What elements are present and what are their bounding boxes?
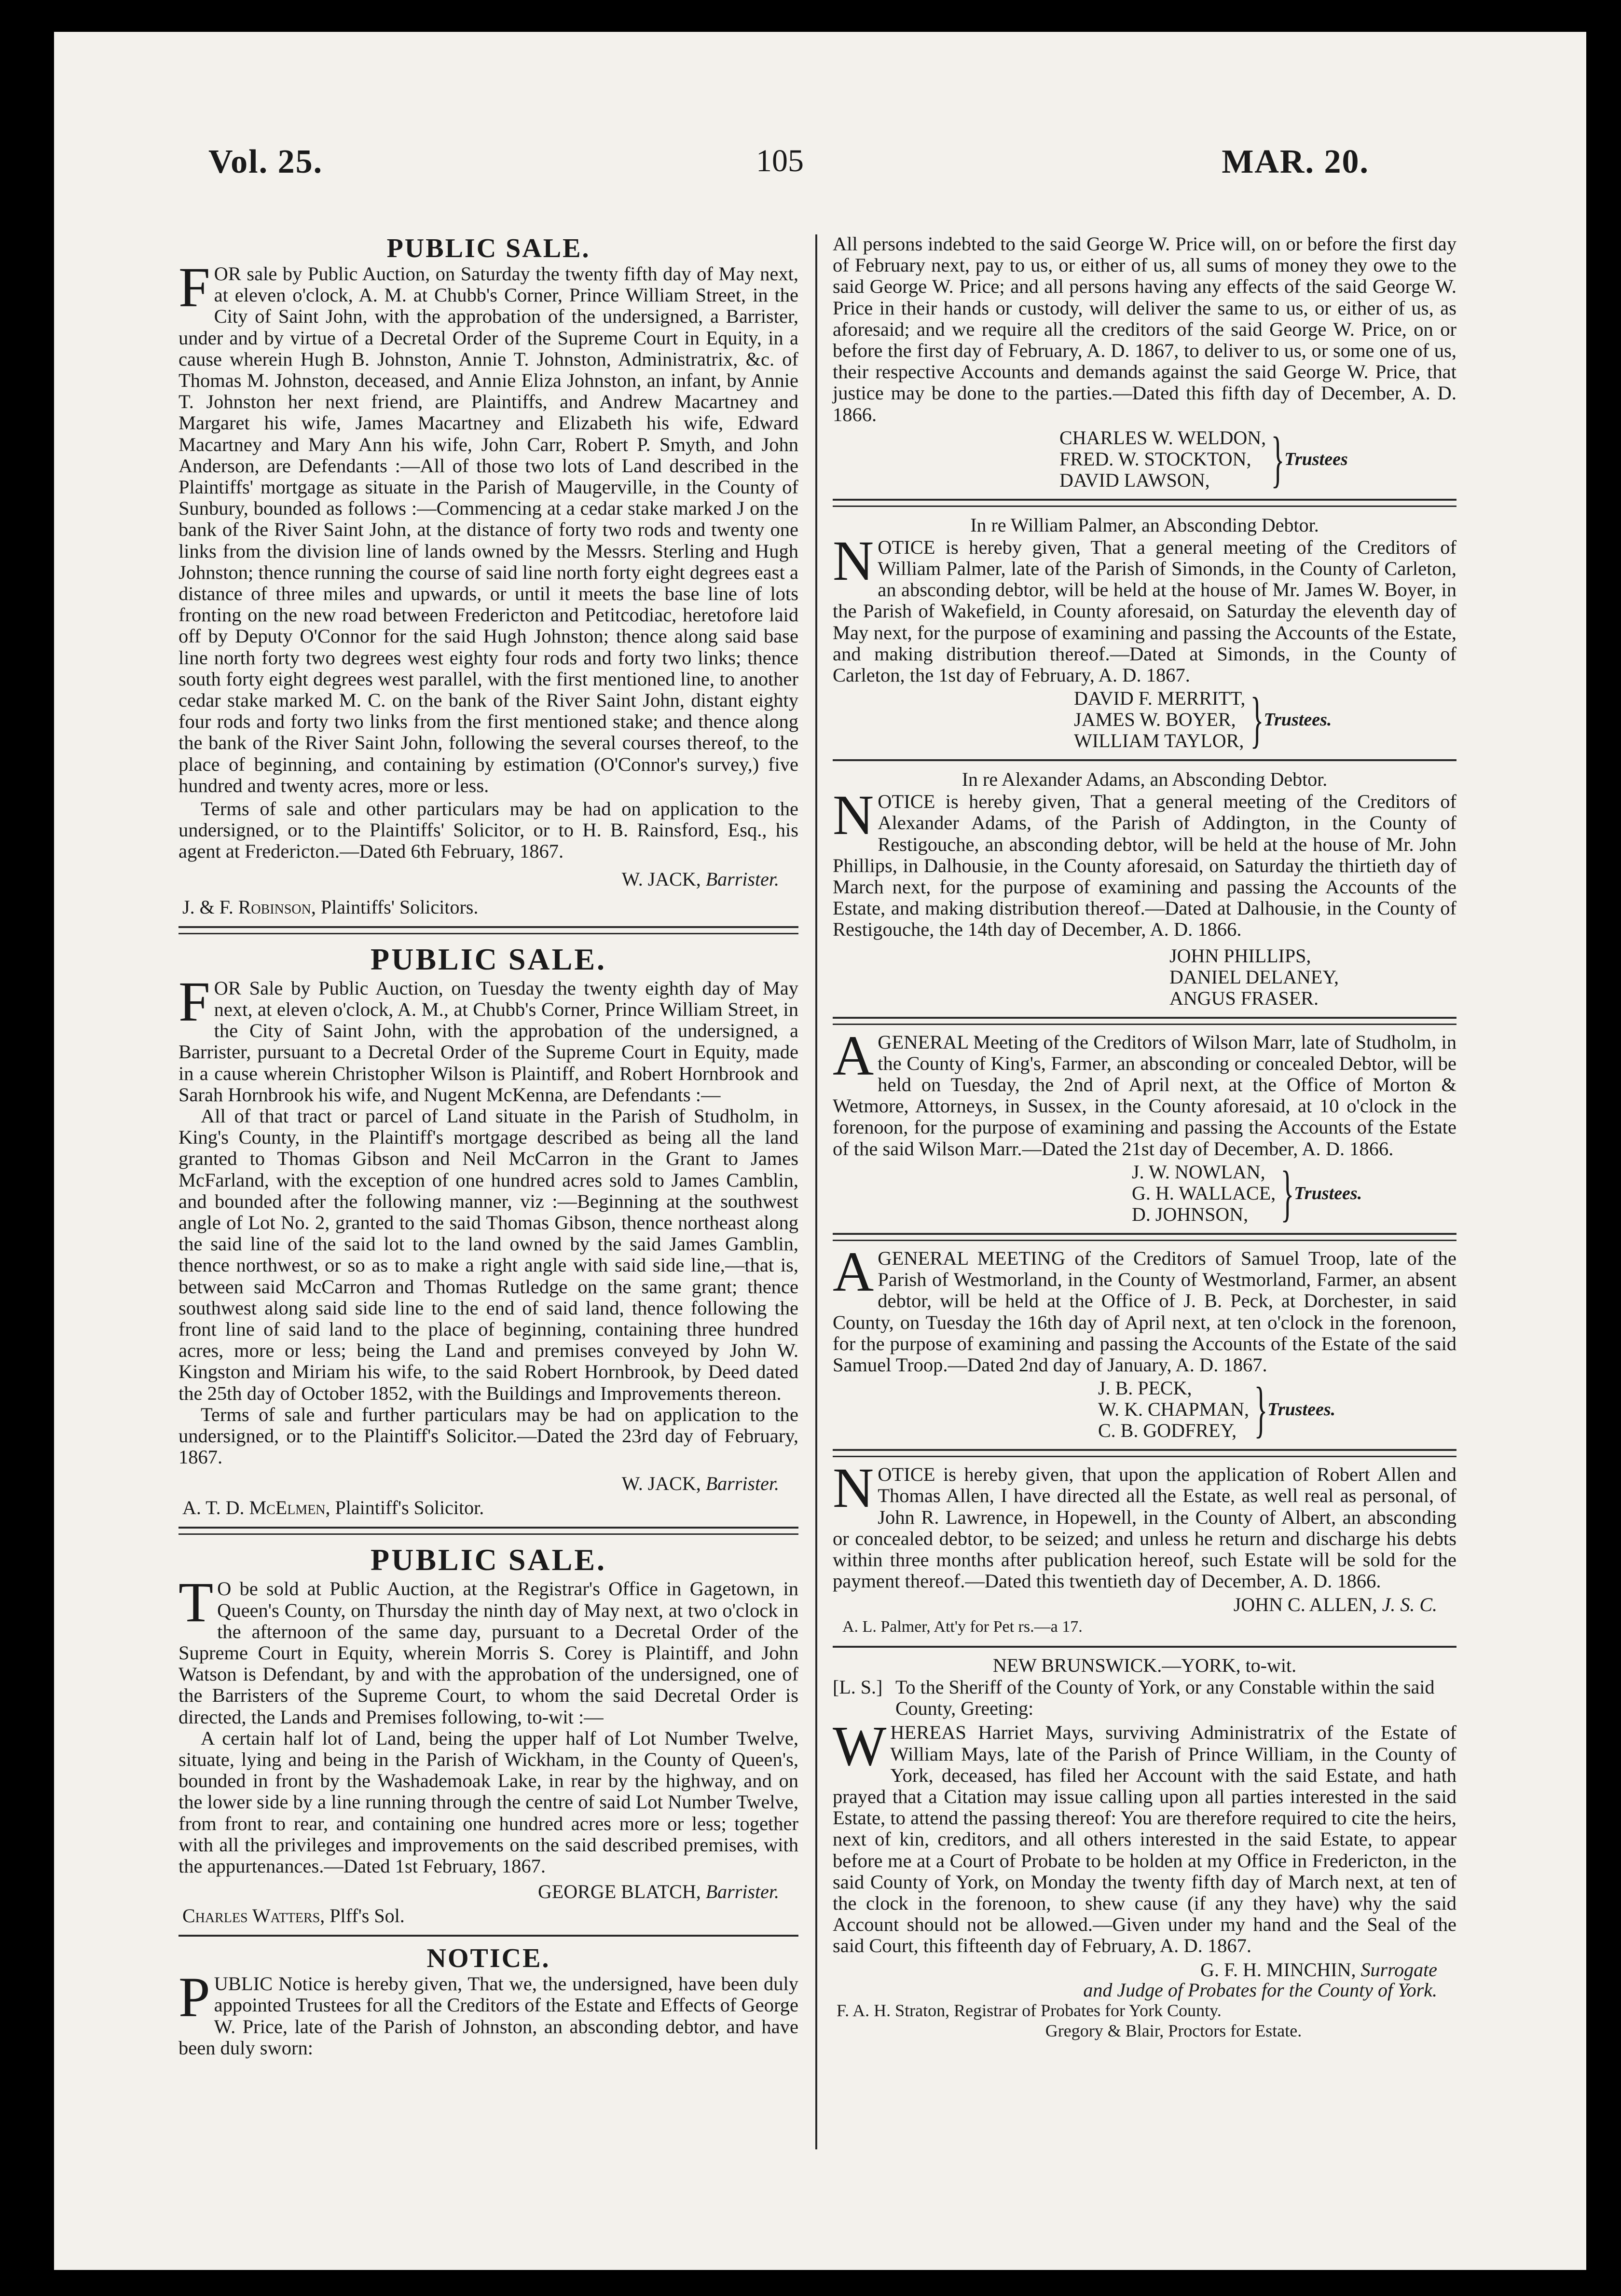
troop-creditors-notice xyxy=(833,1240,1456,1445)
section-heading: PUBLIC SALE. xyxy=(371,1543,606,1577)
left-column xyxy=(179,233,798,2059)
trustee-signatures xyxy=(1132,1158,1456,1228)
column-divider xyxy=(815,234,817,2149)
trustees-label: Trustees. xyxy=(1294,1183,1362,1203)
signature-name: W. JACK, xyxy=(621,868,701,890)
notice-body: GENERAL Meeting of the Creditors of Wilson Marr, late of Studholm, in the County of King's, Farmer, an absconding or concealed Debtor, will be held on Tuesday, the 2nd of April next, at the Office of Morton & Wetmore, Attorneys, in Sussex, in the County aforesaid, at 10 o'clock in the forenoon, for the purpose of examining and passing the Accounts of the Estate of the said Wilson Marr.—Dated the 21st day of December, A. D. 1866. xyxy=(833,1031,1456,1160)
drop-cap: N xyxy=(833,529,874,592)
notice-body: GENERAL MEETING of the Creditors of Samuel Troop, late of the Parish of Westmorland, in the County of Westmorland, Farmer, an absent debtor, will be held at the Office of J. B. Peck, at Dorchester, in said County, on Tuesday the 16th day of April next, at ten o'clock in the forenoon, for the purpose of examining and passing the Accounts of the Estate of the said Samuel Troop.—Dated 2nd day of January, A. D. 1867. xyxy=(833,1247,1456,1376)
brace-glyph: } xyxy=(1250,685,1264,755)
trustee-signatures xyxy=(1098,1375,1456,1445)
trustee-name: J. B. PECK, xyxy=(1098,1377,1192,1399)
citation-address: To the Sheriff of the County of York, or any Constable within the said County, Greeting: xyxy=(895,1676,1435,1720)
solicitor-role: Plaintiff's Solicitor. xyxy=(335,1497,484,1519)
section-rule xyxy=(833,499,1456,507)
trustee-name: CHARLES W. WELDON, xyxy=(1059,426,1266,449)
lawrence-estate-notice xyxy=(833,1456,1456,1638)
signature-line xyxy=(179,1473,798,1495)
drop-cap: A xyxy=(833,1240,874,1303)
signatory-names xyxy=(1166,945,1456,1009)
notice-body: OTICE is hereby given, That a general meeting of the Creditors of William Palmer, late of the Parish of Simonds, in the County of Carleton, an absconding debtor, will be held at the house of Mr. James W. Boyer, in the Parish of Wakefield, in County aforesaid, on Saturday the eleventh day of May next, for the purpose of examining and passing the Accounts of the Estate, and making distribution thereof.—Dated at Simonds, in the County of Carleton, the 1st day of February, A. D. 1867. xyxy=(833,536,1456,686)
seal-mark: [L. S.] xyxy=(833,1676,883,1698)
notice-body: All persons indebted to the said George W. Price will, on or before the first day of February next, pay to us, or either of us, all sums of money they owe to the said George W. Price; and all persons having any effects of the said George W. Price in their hands or custody, will deliver the same to us, or either of us, as aforesaid; and we require all the creditors of the said George W. Price, on or before the first day of February, A. D. 1867, to deliver to us, or some one of us, their respective Accounts and demands against the said George W. Price, that justice may be done to the parties.—Dated this fifth day of December, A. D. 1866. xyxy=(833,233,1456,425)
signature-title-2: and Judge of Probates for the County of York. xyxy=(1083,1979,1437,2001)
section-rule xyxy=(179,1935,798,1937)
palmer-debtor-notice xyxy=(833,514,1456,755)
notice-body: OTICE is hereby given, that upon the application of Robert Allen and Thomas Allen, I have directed all the Estate, as well real as personal, of John R. Lawrence, in Hopewell, in the County of Albert, an absconding or concealed debtor, to be seized; and unless he return and discharge his debts within three months after publication hereof, such Estate will be sold for the payment thereof.—Dated this twentieth day of December, A. D. 1866. xyxy=(833,1463,1456,1592)
trustee-name: FRED. W. STOCKTON, xyxy=(1059,448,1251,470)
seal-address xyxy=(833,1677,1456,1719)
trustee-signatures xyxy=(1074,685,1456,755)
signature-title: J. S. C. xyxy=(1382,1594,1437,1616)
trustee-name: DAVID F. MERRITT, xyxy=(1074,687,1246,710)
issue-date: MAR. 20. xyxy=(1222,143,1369,180)
trustee-name: D. JOHNSON, xyxy=(1132,1203,1249,1225)
notice-body: OR Sale by Public Auction, on Tuesday the twenty eighth day of May next, at eleven o'clock, A. M., at Chubb's Corner, Prince William Street, in the City of Saint John, with the approbation of the undersigned, a Barrister, pursuant to a Decretal Order of the Supreme Court in Equity, made in a cause wherein Christopher Wilson is Plaintiff, and Robert Hornbrook and Sarah Hornbrook his wife, and Nugent McKenna, are Defendants :— xyxy=(179,977,798,1106)
trustee-name: G. H. WALLACE, xyxy=(1132,1182,1276,1204)
drop-cap: N xyxy=(833,783,874,847)
adams-debtor-notice xyxy=(833,768,1456,1009)
solicitor-name: J. & F. Robinson, xyxy=(182,896,316,918)
signature-name: GEORGE BLATCH, xyxy=(537,1881,701,1903)
public-sale-hornbrook xyxy=(179,941,798,1519)
trustee-name: J. W. NOWLAN, xyxy=(1132,1161,1265,1183)
solicitor-role: Plaintiffs' Solicitors. xyxy=(320,896,479,918)
trustees-label: Trustees xyxy=(1284,449,1348,469)
marr-creditors-notice xyxy=(833,1024,1456,1228)
signature-title: Barrister. xyxy=(705,1881,779,1903)
signature-title: Barrister. xyxy=(705,1473,779,1495)
solicitor-line xyxy=(179,1905,798,1927)
signature-title: Barrister. xyxy=(705,868,779,890)
in-re-title: In re Alexander Adams, an Absconding Debtor. xyxy=(962,768,1328,791)
solicitor-name: A. T. D. McElmen, xyxy=(182,1497,330,1519)
trustee-name: WILLIAM TAYLOR, xyxy=(1074,730,1244,752)
signature-name: JOHN C. ALLEN, xyxy=(1233,1594,1377,1616)
drop-cap: P xyxy=(179,1966,210,2029)
newspaper-page xyxy=(54,32,1586,2270)
signature-line xyxy=(833,1960,1456,1980)
trustee-names xyxy=(1059,427,1266,491)
notice-body-2: All of that tract or parcel of Land situate in the Parish of Studholm, in King's County, in the Plaintiff's mortgage described as being all the land granted to Thomas Gibson and Neil McCarron in the Grant to James McFarland, with the exception of one hundred acres sold to James Camblin, and bounded after the following manner, viz :—Beginning at the southwest angle of Lot No. 2, granted to the said Thomas Gibson, thence northeast along the said line of the said lot to the land owned by the said James Gamblin, thence northwest, or so as to make a right angle with said side line,—that is, between said McCarron and Thomas Rutledge on the same grant; thence southwest along said side line to the end of said land, thence following the front line of said land to the place of beginning, containing three hundred acres, more or less; being the Land and premises conveyed by John W. Kingston and Miriam his wife, to the said Robert Hornbrook, by Deed dated the 25th day of October 1852, with the Buildings and Improvements thereon. xyxy=(179,1105,798,1404)
trustee-name: JAMES W. BOYER, xyxy=(1074,709,1236,731)
signature-line xyxy=(833,1594,1456,1616)
brace-glyph: } xyxy=(1280,1158,1294,1228)
notice-body-2: A certain half lot of Land, being the upper half of Lot Number Twelve, situate, lying and being in the Parish of Wickham, in the County of Queen's, bounded in front by the Washademoak Lake, in rear by the highway, and on the lower side by a line running through the centre of said Lot Number Twelve, from front to rear, and containing one hundred acres more or less; together with all the privileges and improvements on the said described premises, with the appurtenances.—Dated 1st February, 1867. xyxy=(179,1727,798,1877)
attorney-line: A. L. Palmer, Att'y for Pet rs.—a 17. xyxy=(842,1618,1083,1636)
section-rule xyxy=(179,1527,798,1535)
drop-cap: T xyxy=(179,1571,214,1634)
public-sale-watson xyxy=(179,1542,798,1927)
trustees-label: Trustees. xyxy=(1264,710,1332,730)
signature-name: W. JACK, xyxy=(621,1473,701,1495)
section-rule xyxy=(833,1233,1456,1241)
trustee-name: C. B. GODFREY, xyxy=(1098,1420,1237,1442)
trustee-names xyxy=(1132,1162,1276,1225)
drop-cap: F xyxy=(179,970,210,1033)
page-header xyxy=(54,143,1586,201)
page-number: 105 xyxy=(756,143,804,178)
in-re-title: In re William Palmer, an Absconding Debtor. xyxy=(970,514,1319,536)
notice-terms: Terms of sale and other particulars may be had on application to the undersigned, or to the Plaintiffs' Solicitor, or to H. B. Rainsford, Esq., his agent at Fredericton.—Dated 6th February, 1867. xyxy=(179,798,798,862)
section-heading: NOTICE. xyxy=(426,1943,550,1974)
trustee-names xyxy=(1098,1378,1249,1441)
signature-line xyxy=(179,868,798,890)
brace-glyph: } xyxy=(1271,424,1285,494)
trustee-name: W. K. CHAPMAN, xyxy=(1098,1398,1250,1421)
solicitor-role: Plff's Sol. xyxy=(330,1905,405,1927)
notice-body: OR sale by Public Auction, on Saturday the twenty fifth day of May next, at eleven o'clock, A. M. at Chubb's Corner, Prince William Street, in the City of Saint John, with the approbation of the undersigned, a Barrister, under and by virtue of a Decretal Order of the Supreme Court in Equity, in a cause wherein Hugh B. Johnston, Annie T. Johnston, Administratrix, &c. of Thomas M. Johnston, deceased, and Annie Eliza Johnston, an infant, by Annie T. Johnston her next friend, are Plaintiffs, and Andrew Macartney and Margaret his wife, James Macartney and Elizabeth his wife, Edward Macartney and Mary Ann his wife, John Carr, Robert P. Smyth, and John Anderson, are Defendants :—All of those two lots of Land described in the Plaintiffs' mortgage as situate in the Parish of Maugerville, in the County of Sunbury, bounded as follows :—Commencing at a cedar stake marked J on the bank of the River Saint John, at the distance of forty two rods and twenty one links from the division line of lands owned by the Messrs. Sterling and Hugh Johnston; thence running the course of said line north forty eight degrees east a distance of three miles and upwards, or until it meets the base line of lots fronting on the new road between Fredericton and Petitcodiac, heretofore laid off by Deputy O'Connor for the said Hugh Johnston; thence along said base line north forty two degrees west eighty four rods and forty two links; thence south forty eight degrees west parallel, with the first mentioned line, to another cedar stake marked M. C. on the bank of the River Saint John, distant eighty four rods and forty two links from the first mentioned stake; and thence along the bank of the River Saint John, following the several courses thereof, to the place of beginning, and containing by estimation (O'Connor's survey,) five hundred and twenty acres, more or less. xyxy=(179,263,798,796)
signature-title-line xyxy=(833,1980,1456,2000)
section-rule xyxy=(179,926,798,934)
proctors-line: Gregory & Blair, Proctors for Estate. xyxy=(1045,2021,1302,2040)
registrar-line: F. A. H. Straton, Registrar of Probates for York County. xyxy=(837,2000,1222,2020)
notice-body: OTICE is hereby given, That a general meeting of the Creditors of Alexander Adams, of the Parish of Addington, in the County of Restigouche, an absconding debtor, will be held at the house of Mr. John Phillips, in Dalhousie, in the County aforesaid, on Saturday the thirtieth day of March next, for the purpose of examining and passing the Accounts of the Estate, and making distribution thereof.—Dated at Dalhousie, in the County of Restigouche, the 14th day of December, A. D. 1866. xyxy=(833,791,1456,941)
drop-cap: F xyxy=(179,256,210,319)
trustee-names xyxy=(1074,688,1245,752)
public-sale-johnston xyxy=(179,233,798,918)
trustee-name: DAVID LAWSON, xyxy=(1059,469,1210,491)
solicitor-name: Charles Watters, xyxy=(182,1905,325,1927)
trustee-notice-price-continued xyxy=(833,233,1456,494)
signature-title: Surrogate xyxy=(1360,1958,1437,1981)
signatory-name: JOHN PHILLIPS, xyxy=(1169,944,1311,967)
section-rule xyxy=(833,1646,1456,1648)
section-heading: PUBLIC SALE. xyxy=(371,942,606,976)
signatory-name: DANIEL DELANEY, xyxy=(1169,966,1339,988)
trustee-notice-price xyxy=(179,1943,798,2059)
trustee-signatures xyxy=(1059,424,1456,494)
drop-cap: W xyxy=(833,1714,887,1778)
section-rule xyxy=(833,1449,1456,1457)
trustees-label: Trustees. xyxy=(1267,1399,1336,1420)
brace-glyph: } xyxy=(1254,1375,1268,1445)
drop-cap: A xyxy=(833,1024,874,1087)
section-rule xyxy=(833,759,1456,761)
section-rule xyxy=(833,1017,1456,1025)
solicitor-line xyxy=(179,1497,798,1519)
notice-terms: Terms of sale and further particulars may be had on application to the undersigned, or to the Plaintiff's Solicitor.—Dated the 23rd day of February, 1867. xyxy=(179,1403,798,1468)
drop-cap: N xyxy=(833,1456,874,1520)
signature-line xyxy=(179,1881,798,1903)
solicitor-line xyxy=(179,896,798,918)
notice-body: HEREAS Harriet Mays, surviving Administratrix of the Estate of William Mays, late of the Parish of Prince William, in the County of York, deceased, has filed her Account with the said Estate, and hath prayed that a Citation may issue calling upon all parties interested in the said Estate, to attend the passing thereof: You are therefore required to cite the heirs, next of kin, creditors, and all others interested in the said Estate, to appear before me at a Court of Probate to be holden at my Office in Fredericton, in the said County of York, on Monday the twenty fifth day of March next, at ten of the clock in the forenoon, to shew cause (if any they have) why the said Account should not be allowed.—Given under my hand and the Seal of the said Court, this fifteenth day of February, A. D. 1867. xyxy=(833,1722,1456,1957)
section-heading: PUBLIC SALE. xyxy=(386,233,591,263)
section-heading: NEW BRUNSWICK.—YORK, to-wit. xyxy=(992,1654,1297,1677)
york-probate-citation xyxy=(833,1654,1456,2040)
notice-body: UBLIC Notice is hereby given, That we, the undersigned, have been duly appointed Trustees for all the Creditors of the Estate and Effects of George W. Price, late of the Parish of Johnston, an absconding debtor, and have been duly sworn: xyxy=(179,1973,798,2059)
right-column xyxy=(833,233,1456,2041)
signatory-name: ANGUS FRASER. xyxy=(1169,987,1319,1009)
notice-body: O be sold at Public Auction, at the Registrar's Office in Gagetown, in Queen's County, on Thursday the ninth day of May next, at two o'clock in the afternoon of the same day, pursuant to a Decretal Order of the Supreme Court in Equity, wherein Morris S. Corey is Plaintiff, and John Watson is Defendant, by and with the approbation of the undersigned, one of the Barristers of the Supreme Court, to whom the said Decretal Order is directed, the Lands and Premises following, to-wit :— xyxy=(179,1578,798,1728)
signature-name: G. F. H. MINCHIN, xyxy=(1200,1958,1356,1981)
volume-number: Vol. 25. xyxy=(208,143,323,180)
